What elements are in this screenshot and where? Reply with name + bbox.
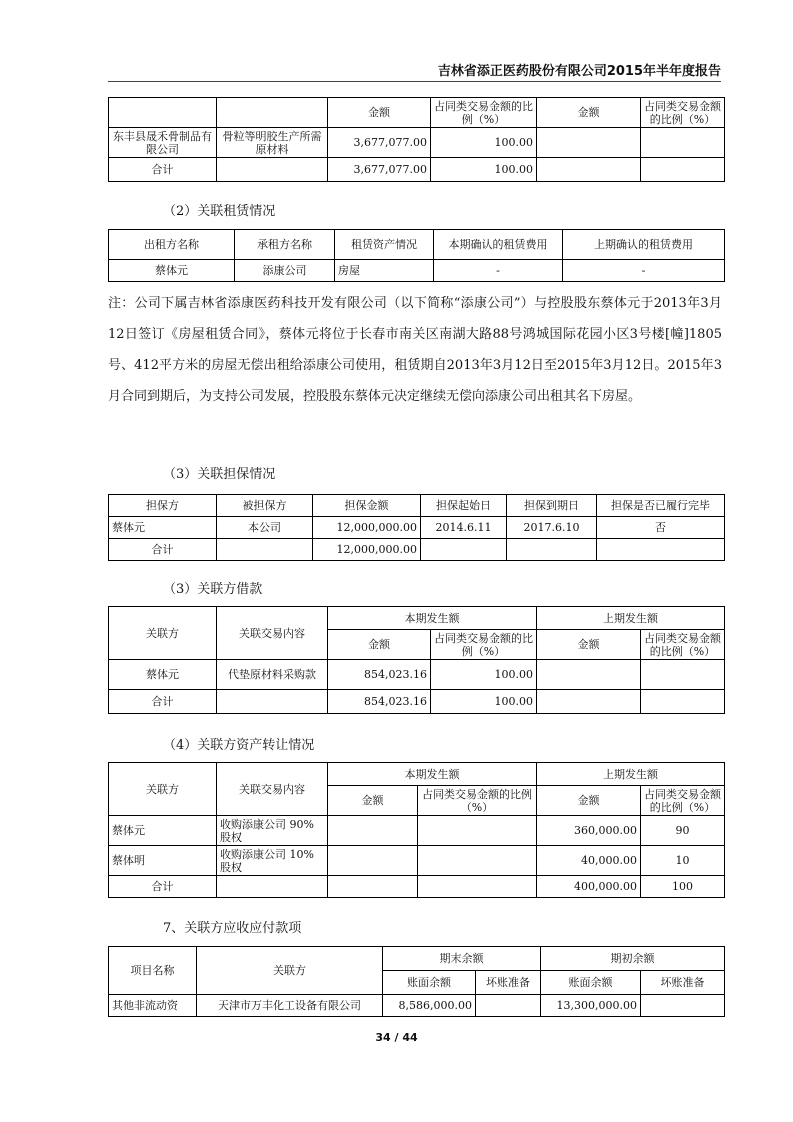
table-cell: 蔡体元 (109, 816, 217, 846)
table-cell: 其他非流动资 (109, 995, 197, 1017)
table-cell (328, 876, 418, 898)
table-header-cell: 担保是否已履行完毕 (597, 495, 725, 517)
table-header-cell: 承租方名称 (235, 230, 335, 260)
table-cell: 8,586,000.00 (383, 995, 476, 1017)
table-header-cell: 占同类交易金额的比例（%） (418, 786, 537, 816)
table-cell (537, 158, 641, 182)
table-cell (418, 876, 537, 898)
table-cell: 收购添康公司 90%股权 (217, 816, 328, 846)
table-cell (217, 876, 328, 898)
table-cell: 12,000,000.00 (313, 517, 421, 539)
table-cell: 90 (641, 816, 725, 846)
table-cell: 854,023.16 (328, 660, 431, 690)
table-header-cell: 账面余额 (541, 971, 641, 995)
table-cell (641, 158, 725, 182)
table-cell (217, 158, 328, 182)
table-header-cell: 担保金额 (313, 495, 421, 517)
table-row (109, 690, 725, 714)
guarantee-table (108, 494, 725, 561)
table-cell: 13,300,000.00 (541, 995, 641, 1017)
table-row (109, 816, 725, 846)
table-cell: 收购添康公司 10%股权 (217, 846, 328, 876)
table-cell: 854,023.16 (328, 690, 431, 714)
table-cell: 合计 (109, 539, 217, 561)
table-header-cell: 被担保方 (217, 495, 313, 517)
table-cell (421, 539, 507, 561)
section-heading-receivable: 7、关联方应收应付款项 (163, 921, 302, 936)
table-cell (537, 128, 641, 158)
table-cell: 合计 (109, 158, 217, 182)
table-header-cell: 关联交易内容 (217, 763, 328, 816)
table-cell: 房屋 (335, 260, 434, 282)
table-cell: 3,677,077.00 (328, 158, 431, 182)
table-cell (217, 98, 328, 128)
table-header-cell: 租赁资产情况 (335, 230, 434, 260)
table-cell: 骨粒等明胶生产所需原材料 (217, 128, 328, 158)
table-cell: 400,000.00 (537, 876, 641, 898)
table-row (109, 260, 725, 282)
table-header-cell: 担保起始日 (421, 495, 507, 517)
table-header-cell: 项目名称 (109, 947, 197, 995)
page-number: 34 / 44 (375, 1031, 418, 1044)
table-cell: 蔡体元 (109, 260, 235, 282)
table-cell (476, 995, 541, 1017)
table-cell: 否 (597, 517, 725, 539)
table-cell: 360,000.00 (537, 816, 641, 846)
table-cell: 3,677,077.00 (328, 128, 431, 158)
receivable-table (108, 946, 725, 1017)
table-header-cell: 上期确认的租赁费用 (563, 230, 725, 260)
lease-table (108, 229, 725, 282)
table-cell (641, 128, 725, 158)
table-cell: 100.00 (431, 158, 537, 182)
table-cell (217, 690, 328, 714)
table-header-cell: 账面余额 (383, 971, 476, 995)
table-cell: 蔡体明 (109, 846, 217, 876)
table-header-cell: 关联方 (109, 763, 217, 816)
report-header: 吉林省添正医药股份有限公司2015年半年度报告 (437, 64, 721, 79)
table-cell (418, 816, 537, 846)
table-cell: 2014.6.11 (421, 517, 507, 539)
lease-note: 注：公司下属吉林省添康医药科技开发有限公司（以下简称“添康公司”）与控股股东蔡体元于2013年3月12日签订《房屋租赁合同》，蔡体元将位于长春市南关区南湖大路88号鸿城国际花园小区3号楼[幢]1805号、412平方米的房屋无偿出租给添康公司使用，租赁期自2013年3月12日至2015年3月12日。2015年3月合同到期后，为支持公司发展，控股股东蔡体元决定继续无偿向添康公司出租其名下房屋。 (108, 296, 722, 404)
table-header-cell: 关联方 (197, 947, 383, 995)
transfer-table (108, 762, 725, 898)
table-cell: 100 (641, 876, 725, 898)
table-cell (537, 690, 641, 714)
table-header-cell: 坏账准备 (641, 971, 725, 995)
table-row (109, 846, 725, 876)
table-header-cell: 占同类交易金额的比例（%） (641, 630, 725, 660)
table-cell (109, 98, 217, 128)
table-header-cell: 占同类交易金额的比例（%） (431, 98, 537, 128)
table-row (109, 660, 725, 690)
table-cell: 代垫原材料采购款 (217, 660, 328, 690)
table-header-cell: 本期确认的租赁费用 (434, 230, 563, 260)
table-cell (418, 846, 537, 876)
table-header-cell: 本期发生额 (328, 763, 537, 786)
table-cell: 本公司 (217, 517, 313, 539)
table-cell (641, 690, 725, 714)
table-row (109, 158, 725, 182)
table-cell: 天津市万丰化工设备有限公司 (197, 995, 383, 1017)
table-cell (328, 846, 418, 876)
table-header-cell: 关联方 (109, 607, 217, 660)
table-cell: 12,000,000.00 (313, 539, 421, 561)
table-row (109, 995, 725, 1017)
header-rule (108, 81, 721, 82)
table-cell: 100.00 (431, 690, 537, 714)
table-header-cell: 期末余额 (383, 947, 541, 971)
table-cell: - (563, 260, 725, 282)
table-cell: 东丰县晟禾骨制品有限公司 (109, 128, 217, 158)
table-header-cell: 占同类交易金额的比例（%） (431, 630, 537, 660)
table-row (109, 539, 725, 561)
table-cell: 40,000.00 (537, 846, 641, 876)
table-header-cell: 上期发生额 (537, 763, 725, 786)
table-cell (641, 995, 725, 1017)
table-cell: 100.00 (431, 660, 537, 690)
table-row (109, 128, 725, 158)
loan-table (108, 606, 725, 714)
table-header-cell: 上期发生额 (537, 607, 725, 630)
table-header-cell: 金额 (328, 98, 431, 128)
table-cell (597, 539, 725, 561)
purchase-table (108, 97, 725, 182)
table-header-cell: 期初余额 (541, 947, 725, 971)
table-cell: 100.00 (431, 128, 537, 158)
table-header-cell: 占同类交易金额的比例（%） (641, 786, 725, 816)
table-header-cell: 金额 (537, 786, 641, 816)
table-header-cell: 担保到期日 (507, 495, 597, 517)
table-cell: 2017.6.10 (507, 517, 597, 539)
section-heading-guarantee: （3）关联担保情况 (163, 467, 276, 482)
table-cell: 合计 (109, 690, 217, 714)
section-heading-transfer: （4）关联方资产转让情况 (163, 738, 315, 753)
table-cell: 10 (641, 846, 725, 876)
table-cell: - (434, 260, 563, 282)
table-row (109, 876, 725, 898)
table-header-cell: 坏账准备 (476, 971, 541, 995)
table-cell (641, 660, 725, 690)
table-header-cell: 担保方 (109, 495, 217, 517)
section-heading-lease: （2）关联租赁情况 (163, 204, 276, 219)
table-cell: 合计 (109, 876, 217, 898)
section-heading-loan: （3）关联方借款 (163, 582, 263, 597)
table-cell (328, 816, 418, 846)
table-header-cell: 出租方名称 (109, 230, 235, 260)
table-header-cell: 本期发生额 (328, 607, 537, 630)
table-header-cell: 关联交易内容 (217, 607, 328, 660)
table-header-cell: 金额 (328, 630, 431, 660)
table-cell (537, 660, 641, 690)
table-cell (217, 539, 313, 561)
table-cell: 蔡体元 (109, 517, 217, 539)
table-header-cell: 金额 (537, 630, 641, 660)
table-row (109, 517, 725, 539)
table-cell: 蔡体元 (109, 660, 217, 690)
table-cell: 添康公司 (235, 260, 335, 282)
table-header-cell: 金额 (328, 786, 418, 816)
table-header-cell: 占同类交易金额的比例（%） (641, 98, 725, 128)
table-cell (507, 539, 597, 561)
table-header-cell: 金额 (537, 98, 641, 128)
